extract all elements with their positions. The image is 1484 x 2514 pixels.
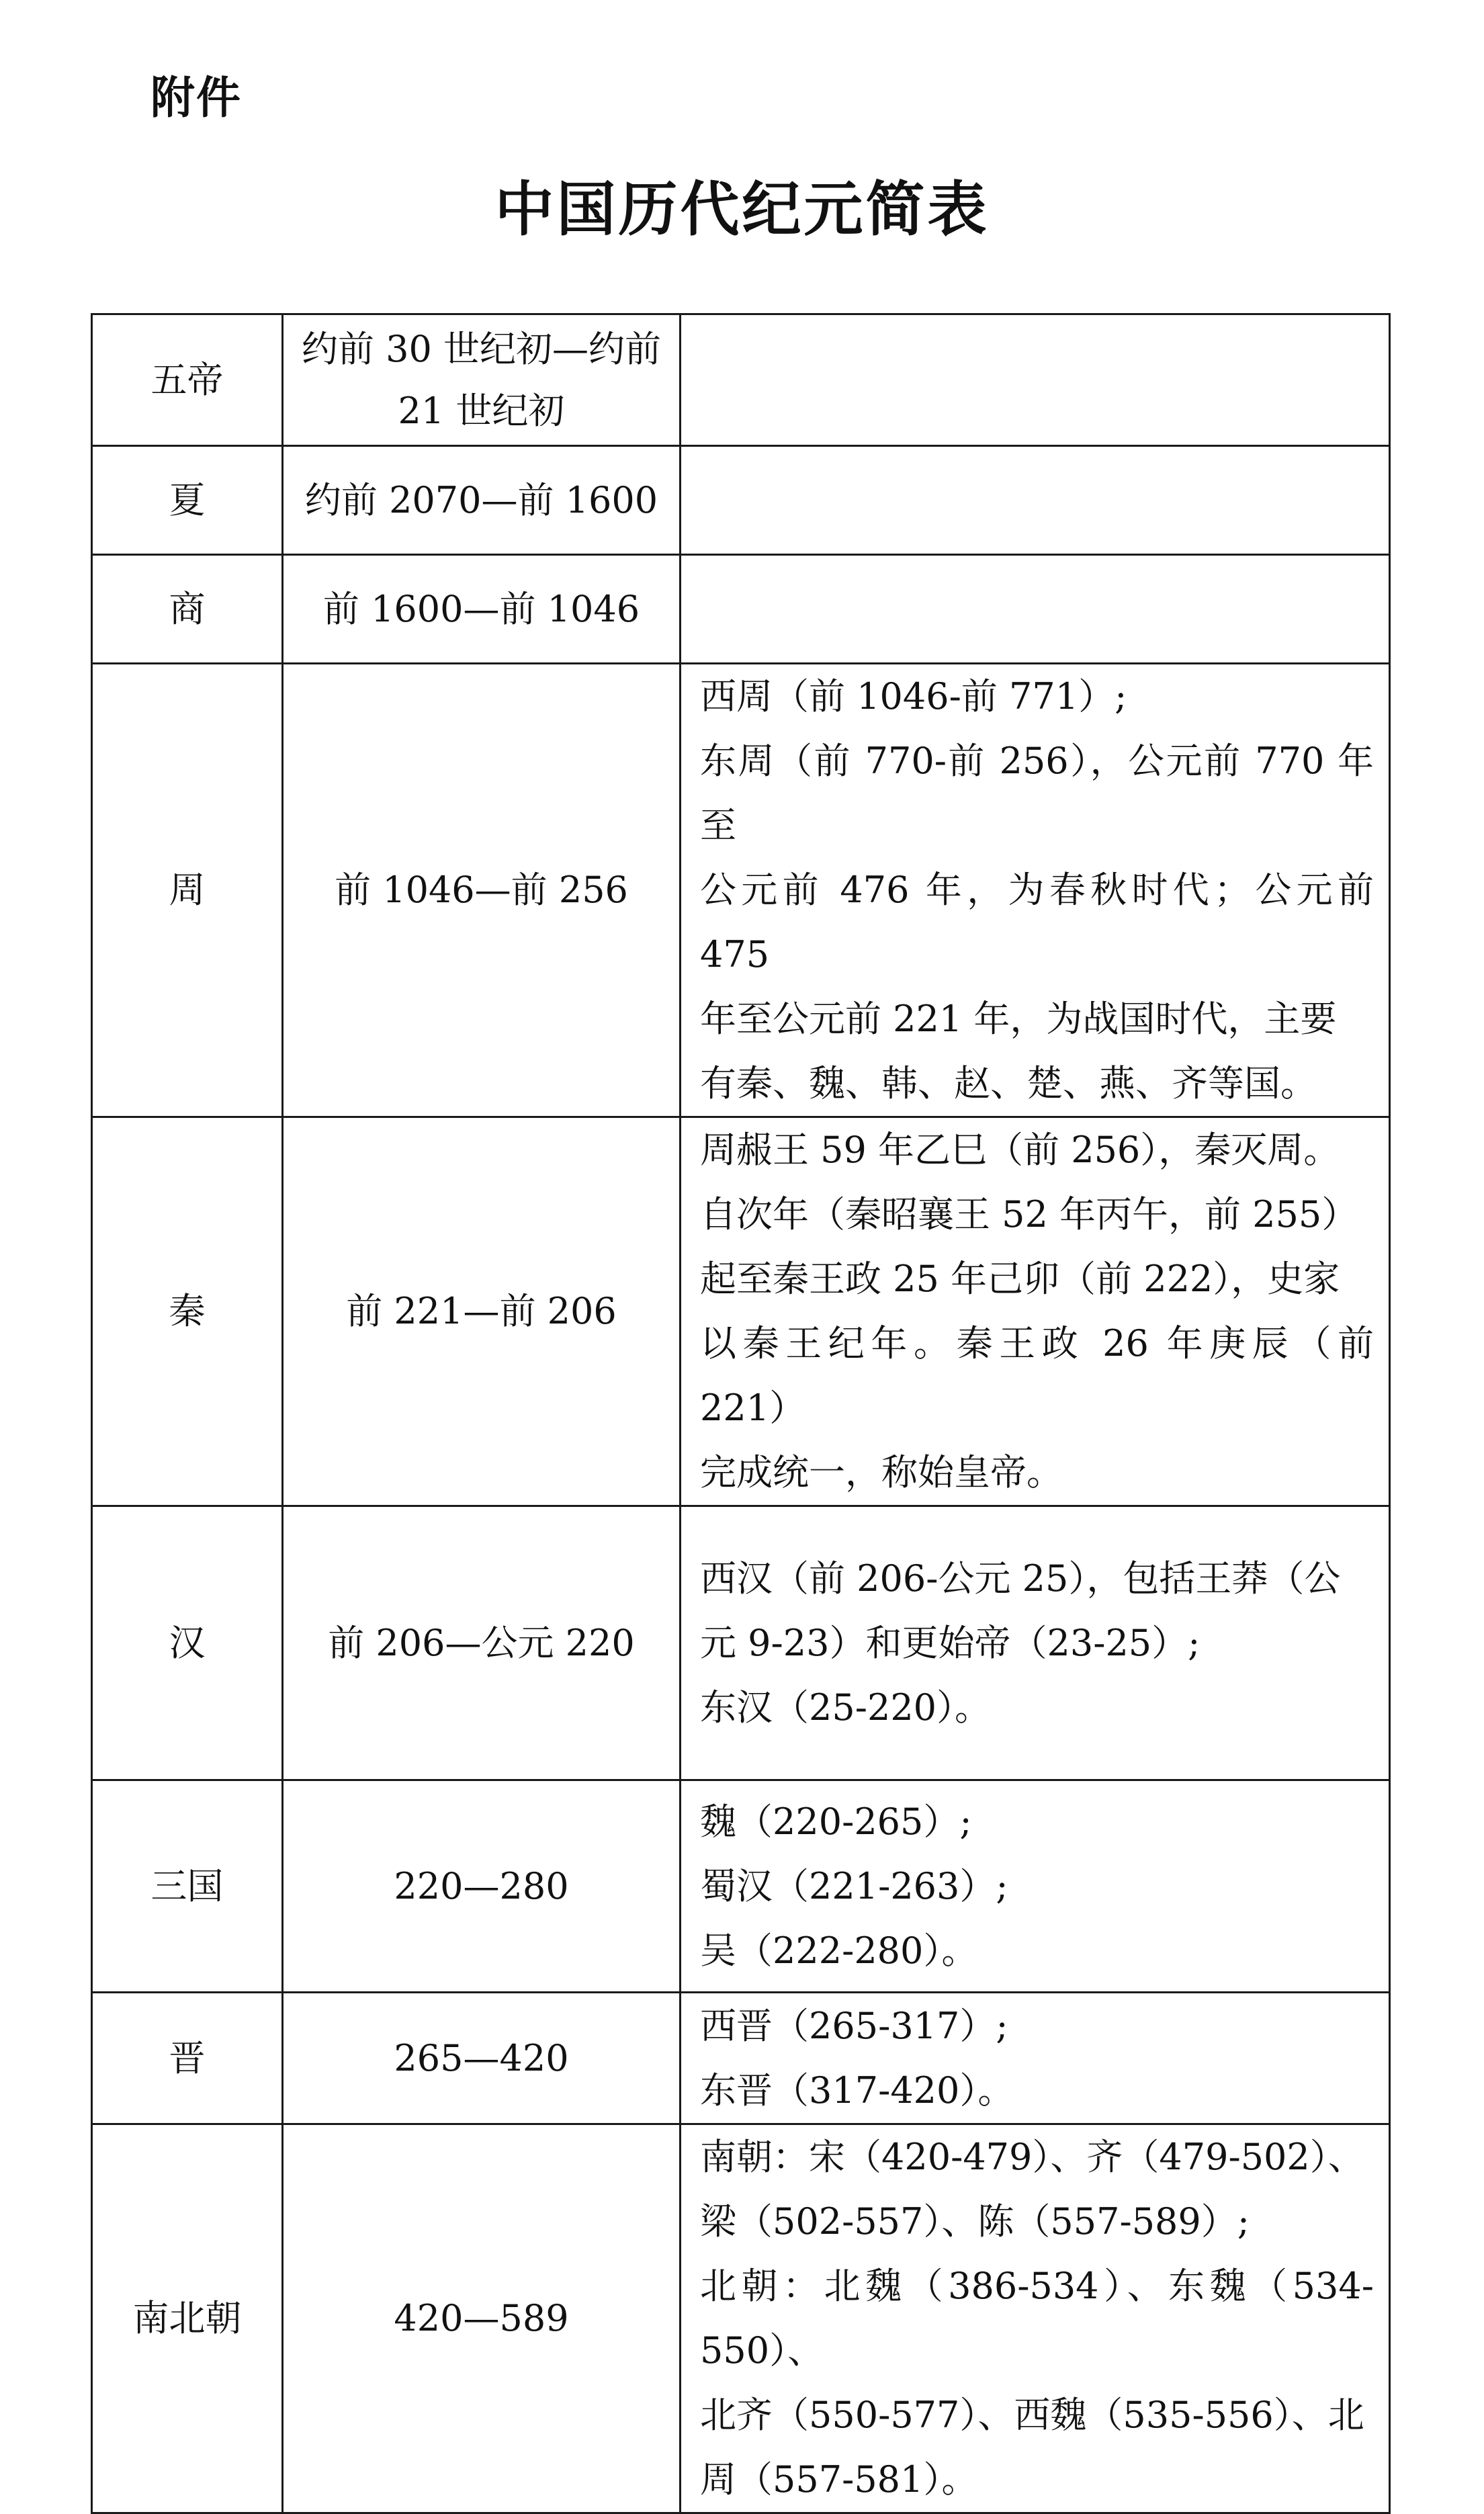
- dynasty-cell: 夏: [92, 446, 283, 555]
- table-row: [92, 555, 1390, 664]
- dynasty-cell: 南北朝: [92, 2124, 283, 2513]
- year-range-line: 265—420: [394, 2036, 569, 2079]
- note-line: 完成统一，称始皇帝。: [700, 1451, 1063, 1493]
- note-line: 元 9-23）和更始帝（23-25）;: [700, 1621, 1201, 1664]
- year-range-cell: [283, 446, 681, 555]
- era-table-body: [92, 314, 1390, 2513]
- year-range-line: 前 1046—前 256: [335, 869, 628, 911]
- year-range-line: 前 1600—前 1046: [322, 587, 640, 630]
- year-range-line: 前 221—前 206: [346, 1290, 617, 1332]
- table-row: [92, 1117, 1390, 1506]
- year-range-line: 220—280: [394, 1864, 569, 1907]
- year-range-cell: [283, 1117, 681, 1506]
- dynasty-cell: 商: [92, 555, 283, 664]
- note-line: 西周（前 1046-前 771）;: [700, 675, 1127, 718]
- year-range-cell: [283, 2124, 681, 2513]
- page-title: 中国历代纪元简表: [494, 175, 990, 244]
- note-line: 东周（前 770-前 256），公元前 770 年至: [700, 740, 1374, 847]
- note-line: 西汉（前 206-公元 25），包括王莽（公: [700, 1557, 1341, 1600]
- dynasty-cell: 秦: [92, 1117, 283, 1506]
- note-cell: [681, 314, 1390, 446]
- note-line: 魏（220-265）;: [700, 1800, 972, 1843]
- table-row: [92, 314, 1390, 446]
- year-range-line: 约前 30 世纪初—约前: [301, 327, 662, 370]
- note-line: 自次年（秦昭襄王 52 年丙午，前 255）: [700, 1193, 1358, 1236]
- note-line: 公元前 476 年，为春秋时代；公元前 475: [700, 869, 1374, 976]
- year-range-cell: [283, 1506, 681, 1780]
- year-range-cell: [283, 314, 681, 446]
- note-cell: [681, 1780, 1390, 1993]
- year-range-line: 21 世纪初: [398, 389, 565, 432]
- note-line: 有秦、魏、韩、赵、楚、燕、齐等国。: [700, 1062, 1317, 1104]
- note-line: 吴（222-280）。: [700, 1929, 978, 1972]
- table-row: [92, 664, 1390, 1117]
- era-table: [91, 313, 1391, 2514]
- table-row: [92, 2124, 1390, 2513]
- year-range-cell: [283, 1993, 681, 2124]
- dynasty-cell: 周: [92, 664, 283, 1117]
- table-row: [92, 1506, 1390, 1780]
- note-line: 东晋（317-420）。: [700, 2069, 1014, 2112]
- dynasty-cell: 三国: [92, 1780, 283, 1993]
- note-line: 南朝：宋（420-479）、齐（479-502）、: [700, 2136, 1364, 2178]
- note-cell: [681, 1506, 1390, 1780]
- note-line: 周赧王 59 年乙巳（前 256），秦灭周。: [700, 1129, 1340, 1171]
- note-line: 年至公元前 221 年，为战国时代，主要: [700, 998, 1337, 1040]
- dynasty-cell: 汉: [92, 1506, 283, 1780]
- year-range-line: 420—589: [394, 2297, 569, 2339]
- note-line: 东汉（25-220）。: [700, 1686, 992, 1729]
- note-cell: [681, 1993, 1390, 2124]
- note-line: 以秦王纪年。秦王政 26 年庚辰（前 221）: [700, 1322, 1374, 1429]
- table-row: [92, 1993, 1390, 2124]
- note-cell: [681, 555, 1390, 664]
- note-cell: [681, 1117, 1390, 1506]
- dynasty-cell: 五帝: [92, 314, 283, 446]
- note-cell: [681, 2124, 1390, 2513]
- note-line: 蜀汉（221-263）;: [700, 1864, 1008, 1907]
- note-line: 梁（502-557）、陈（557-589）;: [700, 2200, 1250, 2243]
- year-range-line: 前 206—公元 220: [328, 1621, 635, 1664]
- note-cell: [681, 664, 1390, 1117]
- note-line: 周（557-581）。: [700, 2458, 978, 2501]
- year-range-cell: [283, 664, 681, 1117]
- note-line: 北齐（550-577）、西魏（535-556）、北: [700, 2394, 1364, 2436]
- note-line: 北朝：北魏（386-534）、东魏（534-550）、: [700, 2265, 1374, 2372]
- attachment-label: 附件: [150, 72, 242, 124]
- table-row: [92, 446, 1390, 555]
- table-row: [92, 1780, 1390, 1993]
- year-range-line: 约前 2070—前 1600: [304, 478, 658, 521]
- note-line: 起至秦王政 25 年己卯（前 222），史家: [700, 1258, 1340, 1300]
- note-line: 西晋（265-317）;: [700, 2004, 1008, 2047]
- year-range-cell: [283, 1780, 681, 1993]
- note-cell: [681, 446, 1390, 555]
- dynasty-cell: 晋: [92, 1993, 283, 2124]
- year-range-cell: [283, 555, 681, 664]
